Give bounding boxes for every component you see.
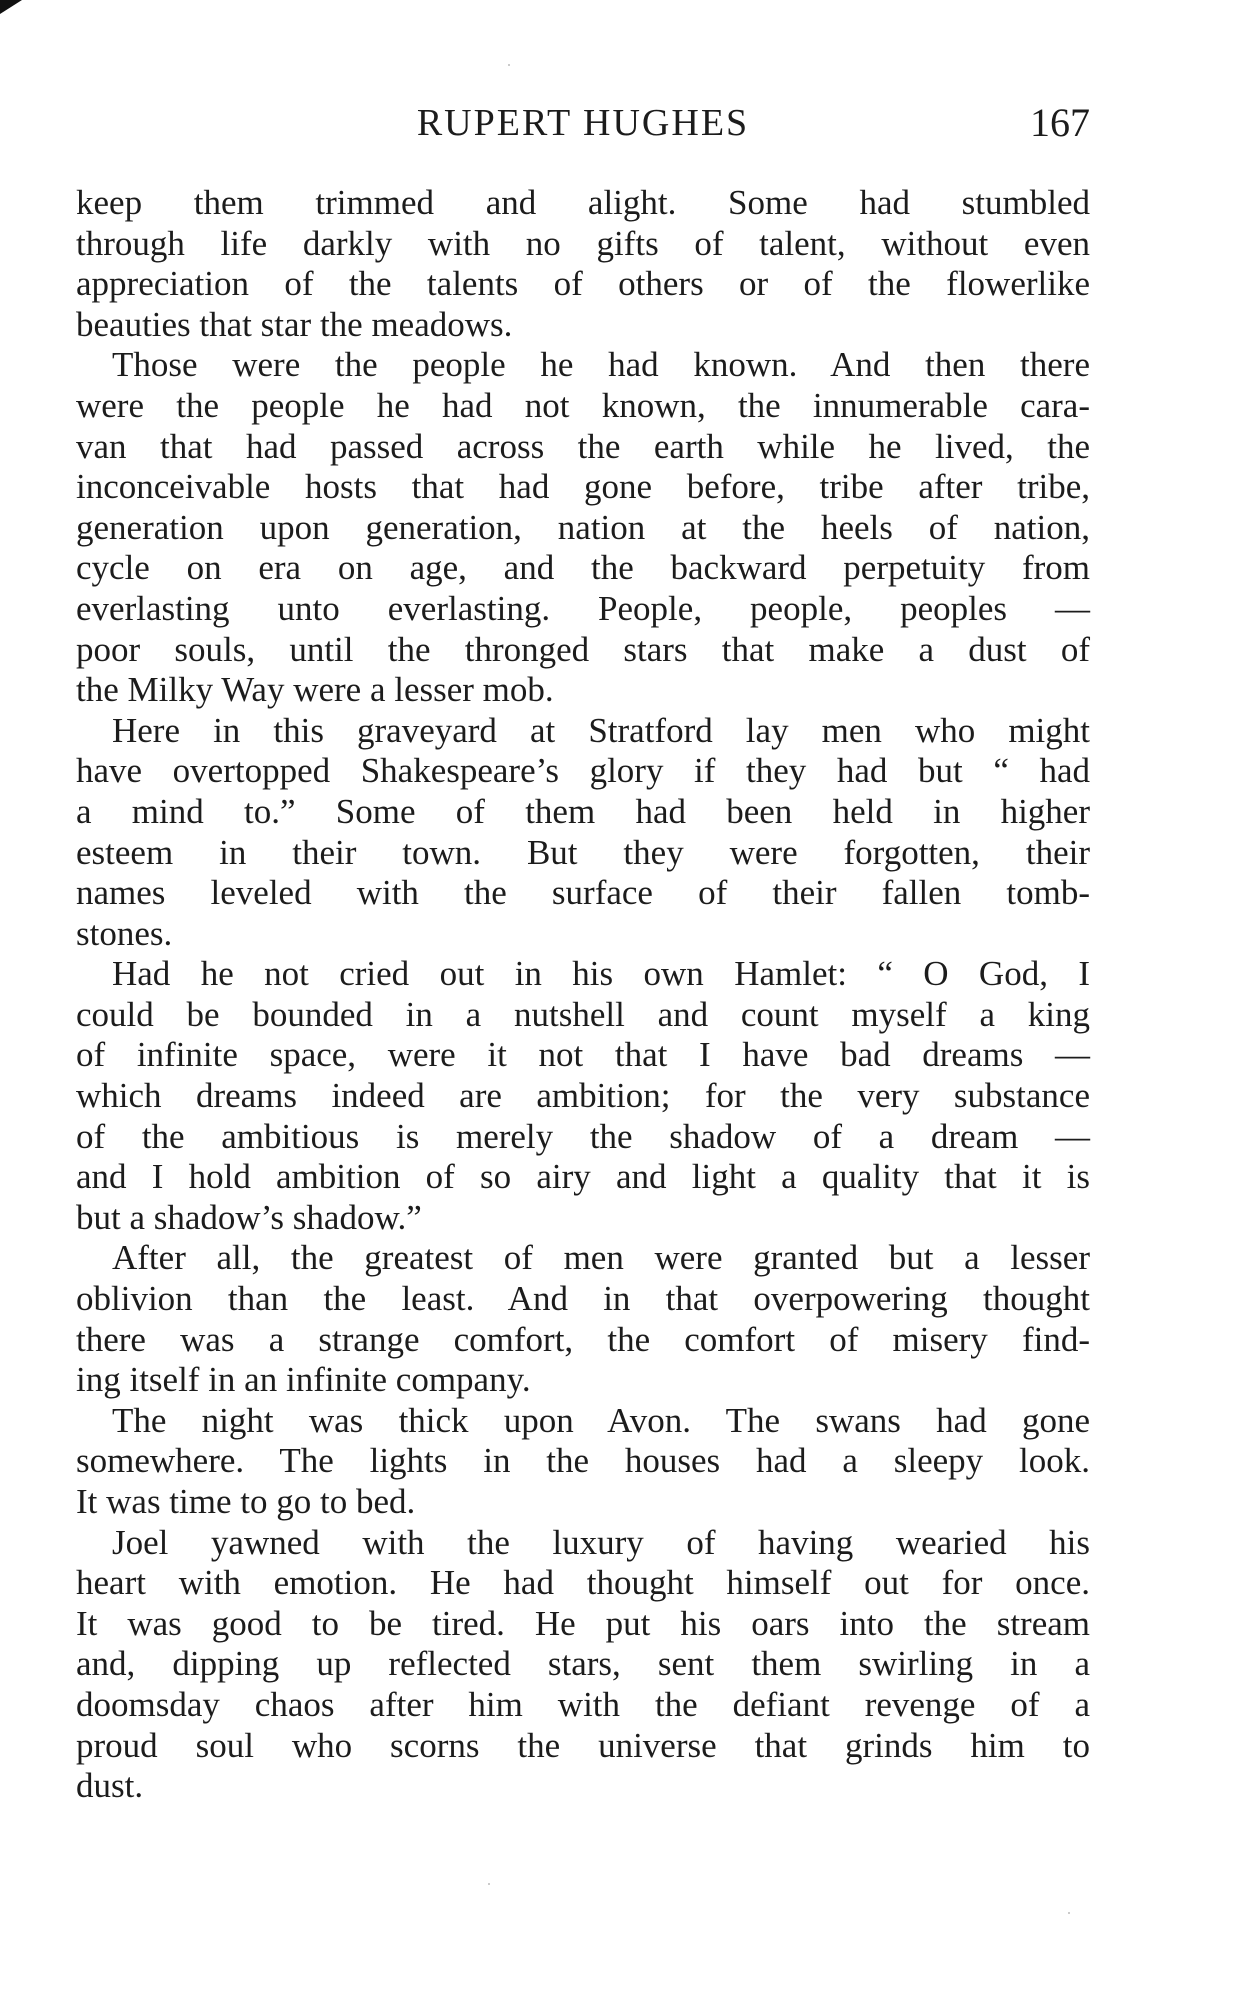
- text-line: stones.: [76, 913, 173, 953]
- text-line: which dreams indeed are ambition; for the very substance: [76, 1076, 1090, 1116]
- text-line: were the people he had not known, the innumerable cara-: [76, 385, 1090, 425]
- text-line: a mind to.” Some of them had been held in higher: [76, 791, 1090, 831]
- text-line: cycle on era on age, and the backward perpetuity from: [76, 548, 1090, 588]
- text-line: It was time to go to bed.: [76, 1482, 416, 1521]
- text-line: ing itself in an infinite company.: [76, 1360, 531, 1400]
- text-line: inconceivable hosts that had gone before, tribe after tribe,: [76, 467, 1090, 507]
- text-line: Had he not cried out in his own Hamlet: “ O God, I: [112, 954, 1090, 994]
- text-line: The night was thick upon Avon. The swans had gone: [112, 1400, 1090, 1440]
- scan-speck: [488, 1883, 490, 1885]
- text-line: heart with emotion. He had thought himself out for once.: [76, 1563, 1090, 1603]
- text-line: of infinite space, were it not that I have bad dreams —: [76, 1035, 1090, 1075]
- text-line: van that had passed across the earth while he lived, the: [76, 426, 1090, 466]
- text-line: dust.: [76, 1766, 144, 1806]
- scan-speck: [1068, 1912, 1070, 1914]
- text-line: doomsday chaos after him with the defiant revenge of a: [76, 1684, 1090, 1724]
- text-line: oblivion than the least. And in that overpowering thought: [76, 1279, 1090, 1319]
- text-line: of the ambitious is merely the shadow of a dream —: [76, 1116, 1090, 1156]
- text-line: and, dipping up reflected stars, sent them swirling in a: [76, 1644, 1090, 1684]
- text-line: and I hold ambition of so airy and light a quality that it is: [76, 1157, 1090, 1197]
- text-line: Joel yawned with the luxury of having wearied his: [112, 1522, 1090, 1562]
- scan-speck: [508, 64, 510, 66]
- text-line: Here in this graveyard at Stratford lay men who might: [112, 710, 1090, 750]
- text-line: proud soul who scorns the universe that grinds him to: [76, 1725, 1090, 1765]
- body-text: [76, 183, 1090, 1807]
- running-header: [76, 100, 1090, 146]
- text-line: Those were the people he had known. And then there: [112, 345, 1090, 385]
- page-number: 167: [1030, 100, 1090, 145]
- corner-scan-mark: [0, 0, 22, 14]
- text-line: but a shadow’s shadow.”: [76, 1197, 422, 1237]
- text-line: the Milky Way were a lesser mob.: [76, 670, 554, 710]
- text-line: have overtopped Shakespeare’s glory if they had but “ had: [76, 751, 1090, 791]
- text-line: beauties that star the meadows.: [76, 304, 513, 344]
- text-line: It was good to be tired. He put his oars into the stream: [76, 1603, 1090, 1643]
- text-line: names leveled with the surface of their fallen tomb-: [76, 873, 1090, 913]
- text-line: generation upon generation, nation at the heels of nation,: [76, 507, 1090, 547]
- text-line: through life darkly with no gifts of talent, without even: [76, 223, 1090, 263]
- running-title: RUPERT HUGHES: [416, 102, 750, 144]
- text-line: could be bounded in a nutshell and count myself a king: [76, 994, 1090, 1034]
- text-line: there was a strange comfort, the comfort of misery find-: [76, 1319, 1090, 1359]
- text-line: poor souls, until the thronged stars that make a dust of: [76, 629, 1090, 669]
- text-line: appreciation of the talents of others or of the flowerlike: [76, 264, 1090, 304]
- text-line: somewhere. The lights in the houses had a sleepy look.: [76, 1441, 1090, 1481]
- text-line: After all, the greatest of men were granted but a lesser: [112, 1238, 1090, 1278]
- text-line: keep them trimmed and alight. Some had stumbled: [76, 183, 1090, 222]
- text-line: esteem in their town. But they were forgotten, their: [76, 832, 1090, 872]
- text-line: everlasting unto everlasting. People, people, peoples —: [76, 588, 1090, 628]
